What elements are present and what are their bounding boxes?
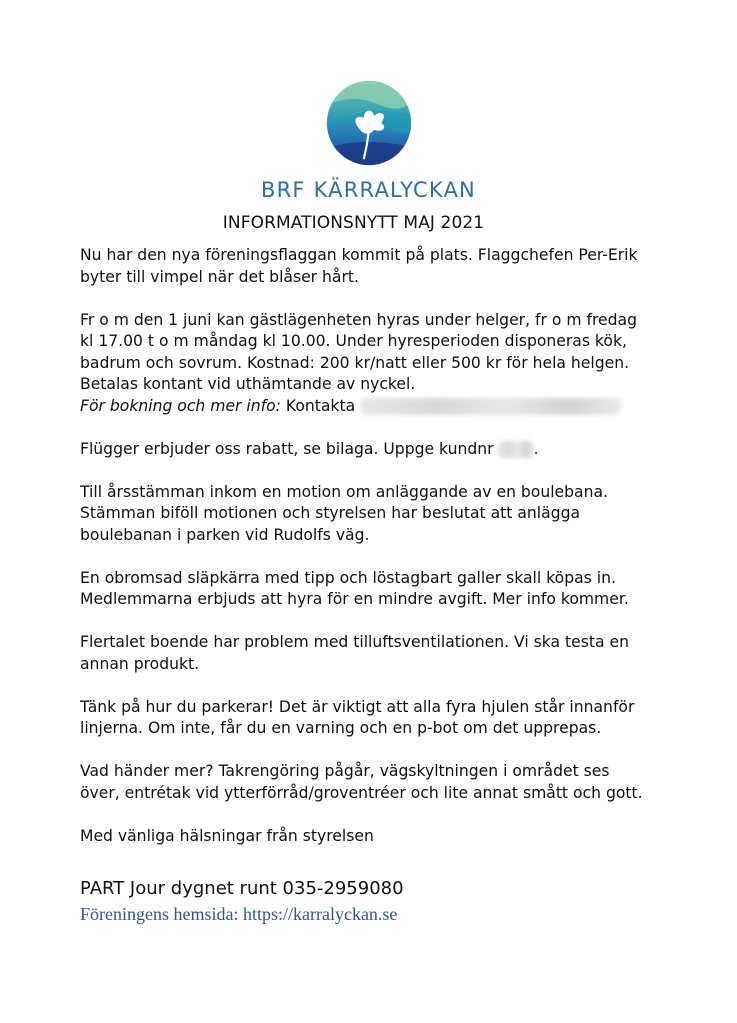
flower-circle-logo-icon <box>326 80 412 166</box>
text-line: Tänk på hur du parkerar! Det är viktigt att alla fyra hjulen står innanför <box>80 697 635 716</box>
text-line: Medlemmarna erbjuds att hyra för en mindre avgift. Mer info kommer. <box>80 590 629 608</box>
part-jour-phone: PART Jour dygnet runt 035-2959080 <box>80 878 404 899</box>
text-line: Fr o m den 1 juni kan gästlägenheten hyras under helger, fr o m fredag <box>80 310 637 329</box>
logo-container <box>0 80 737 166</box>
paragraph-ventilation <box>80 632 680 675</box>
paragraph-guest-apartment <box>80 310 680 418</box>
newsletter-body <box>80 245 680 847</box>
text-line: boulebanan i parken vid Rudolfs väg. <box>80 525 370 544</box>
text-line: över, entrétak vid ytterförråd/groventréer och lite annat smått och gott. <box>80 783 643 802</box>
text-line: Vad händer mer? Takrengöring pågår, vägskyltningen i området ses <box>80 762 610 780</box>
text-line: linjerna. Om inte, får du en varning och en p-bot om det upprepas. <box>80 719 602 737</box>
greeting: Med vänliga hälsningar från styrelsen <box>80 826 374 845</box>
redacted-contact <box>361 398 621 415</box>
text-line: kl 17.00 t o m måndag kl 10.00. Under hyresperioden disponeras kök, <box>80 332 627 350</box>
booking-text: Kontakta <box>285 396 356 415</box>
redacted-customer-number <box>498 441 534 458</box>
text-line: Flertalet boende har problem med tilluftsventilationen. Vi ska testa en <box>80 633 629 651</box>
page-title: INFORMATIONSNYTT MAJ 2021 <box>222 213 485 233</box>
text-line: Betalas kontant vid uthämtande av nyckel. <box>80 375 416 393</box>
website-link[interactable]: Föreningens hemsida: https://karralyckan.se <box>80 904 398 924</box>
text-line: Till årsstämman inkom en motion om anläggande av en boulebana. <box>80 482 609 501</box>
paragraph-trailer <box>80 568 680 611</box>
paragraph-boule <box>80 482 680 547</box>
text-line: En obromsad släpkärra med tipp och löstagbart galler skall köpas in. <box>80 568 616 587</box>
booking-label: För bokning och mer info: <box>80 396 281 415</box>
text-line: badrum och sovrum. Kostnad: 200 kr/natt eller 500 kr för hela helgen. <box>80 353 630 372</box>
text-line: annan produkt. <box>80 654 200 673</box>
text-line: byter till vimpel när det blåser hårt. <box>80 267 359 286</box>
paragraph-parking <box>80 697 680 740</box>
paragraph-upcoming <box>80 761 680 804</box>
paragraph-flugger <box>80 439 680 461</box>
text-line: Nu har den nya föreningsflaggan kommit på plats. Flaggchefen Per-Erik <box>80 246 638 264</box>
flugger-text: Flügger erbjuder oss rabatt, se bilaga. Uppge kundnr <box>80 439 494 458</box>
brand-name: BRF KÄRRALYCKAN <box>261 178 476 202</box>
paragraph-flag <box>80 245 680 288</box>
text-line: Stämman biföll motionen och styrelsen har beslutat att anlägga <box>80 504 581 522</box>
flugger-end: . <box>533 439 539 458</box>
